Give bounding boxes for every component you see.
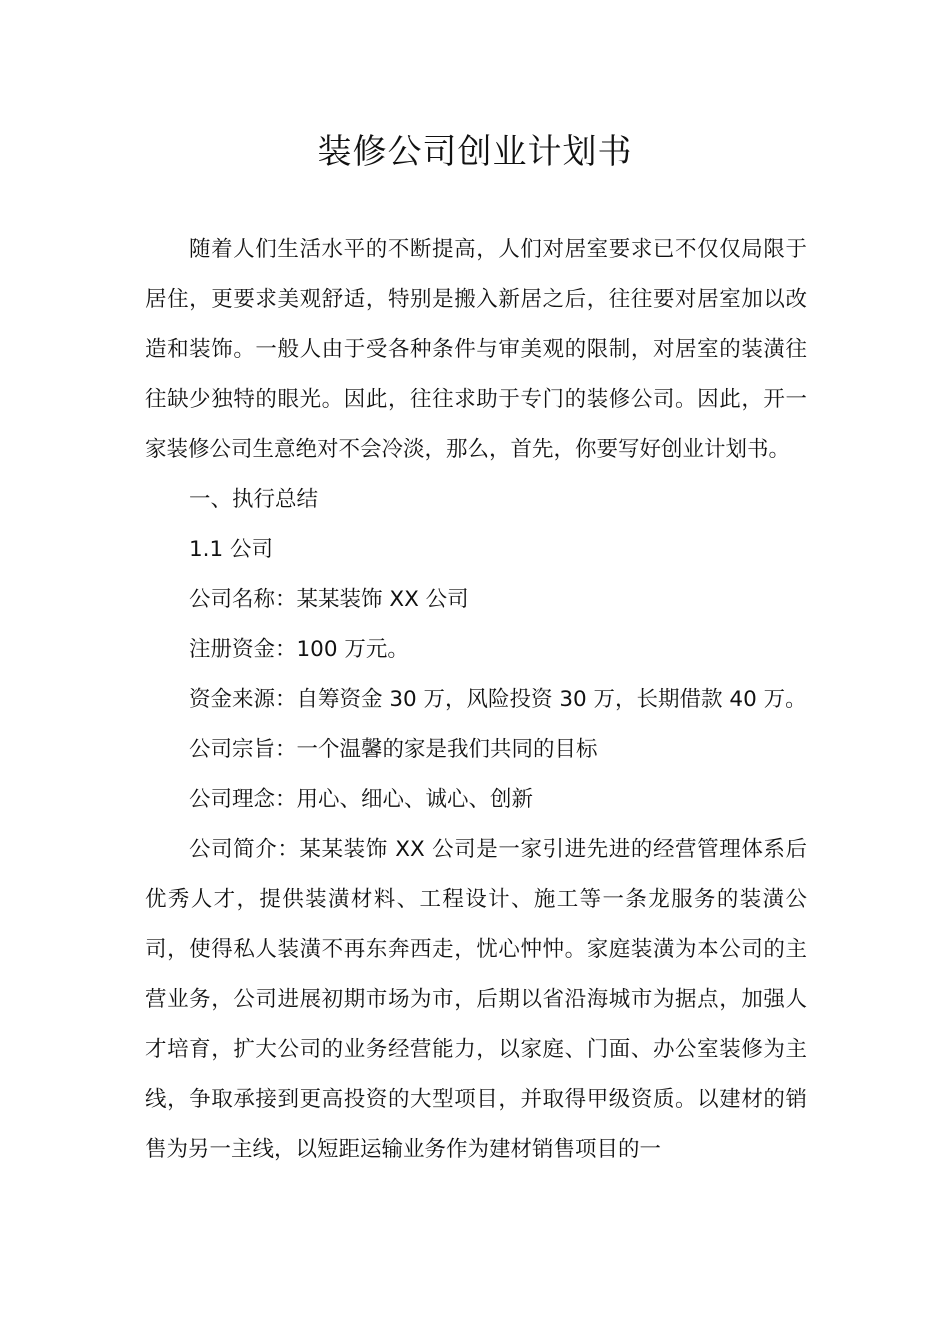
document-title: 装修公司创业计划书 — [317, 132, 633, 172]
subsection-heading: 1.1 公司 — [189, 537, 274, 562]
company-name-line: 公司名称：某某装饰 XX 公司 — [189, 587, 469, 612]
section-heading: 一、执行总结 — [189, 487, 319, 512]
company-profile-paragraph: 公司简介：某某装饰 XX 公司是一家引进先进的经营管理体系后优秀人才，提供装潢材料、工程设计、施工等一条龙服务的装潢公司，使得私人装潢不再东奔西走，忧心忡忡。家庭装潢为本公司的主营业务，公司进展初期市场为市，后期以省沿海城市为据点，加强人才培育，扩大公司的业务经营能力，以家庭、门面、办公室装修为主线，争取承接到更高投资的大型项目，并取得甲级资质。以建材的销售为另一主线，以短距运输业务作为建材销售项目的一 — [145, 837, 807, 1162]
registered-capital-line: 注册资金：100 万元。 — [189, 637, 409, 662]
company-philosophy-line: 公司理念：用心、细心、诚心、创新 — [189, 787, 534, 812]
fund-source-line: 资金来源：自筹资金 30 万，风险投资 30 万，长期借款 40 万。 — [189, 687, 807, 712]
document-body — [145, 225, 807, 1175]
intro-paragraph: 随着人们生活水平的不断提高，人们对居室要求已不仅仅局限于居住，更要求美观舒适，特别是搬入新居之后，往往要对居室加以改造和装饰。一般人由于受各种条件与审美观的限制，对居室的装潢往往缺少独特的眼光。因此，往往求助于专门的装修公司。因此，开一家装修公司生意绝对不会冷淡，那么，首先，你要写好创业计划书。 — [145, 237, 807, 462]
company-purpose-line: 公司宗旨：一个温馨的家是我们共同的目标 — [189, 737, 598, 762]
